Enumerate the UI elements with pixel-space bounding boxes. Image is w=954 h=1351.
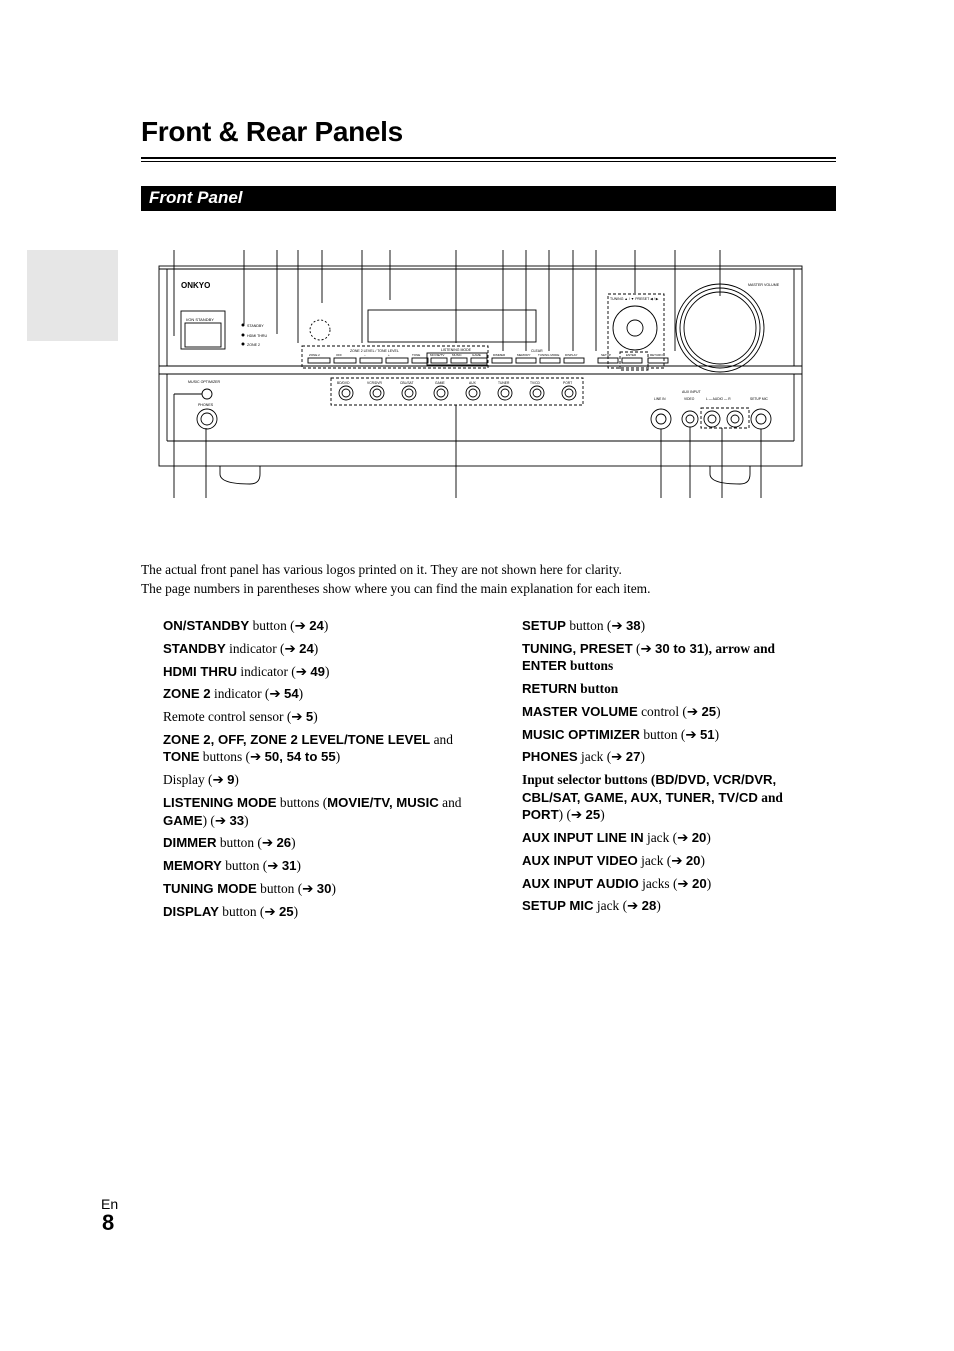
list-item: ON/STANDBY button (➔ 24) (163, 618, 329, 633)
panel-clear-label: CLEAR (531, 349, 543, 353)
panel-onstandby-label: I/ON STANDBY (186, 317, 214, 322)
panel-lm-header: LISTENING MODE (441, 348, 471, 352)
panel-btn-memory: MEMORY (517, 353, 531, 357)
panel-line-in-label: LINE IN (654, 397, 666, 401)
panel-input-port: PORT (563, 381, 573, 385)
panel-zone-btn-tone: TONE (412, 353, 421, 357)
list-item: SETUP button (➔ 38) (522, 618, 646, 633)
panel-zone-btn-zone2: ZONE 2 (309, 353, 320, 357)
panel-input-bd-dvd: BD/DVD (337, 381, 350, 385)
page-number: 8 (102, 1210, 115, 1235)
list-item: AUX INPUT VIDEO jack (➔ 20) (522, 852, 705, 868)
list-item: Input selector buttons (BD/DVD, VCR/DVR, CBL/SAT, GAME, AUX, TUNER, TV/CD and PORT) (➔ 25) (522, 772, 783, 823)
language-label: En (101, 1196, 119, 1212)
list-item: DISPLAY button (➔ 25) (163, 903, 299, 919)
panel-zone-btn-off: OFF (336, 353, 342, 357)
list-item: AUX INPUT LINE IN jack (➔ 20) (522, 830, 711, 846)
list-item: DIMMER button (➔ 26) (163, 835, 296, 851)
list-item: Display (➔ 9) (163, 772, 239, 788)
panel-lm-movie: MOVIE/TV (430, 353, 445, 357)
front-panel-diagram (150, 248, 810, 500)
panel-input-vcr-dvr: VCR/DVR (367, 381, 382, 385)
list-item: MUSIC OPTIMIZER button (➔ 51) (522, 726, 720, 742)
list-item: RETURN button (522, 681, 619, 697)
note-line: The actual front panel has various logos printed on it. They are not shown here for clarity. (141, 562, 622, 577)
panel-brand: ONKYO (181, 281, 211, 290)
panel-lm-music: MUSIC (452, 353, 462, 357)
panel-input-aux: AUX (469, 381, 476, 385)
list-item: MEMORY button (➔ 31) (163, 858, 301, 874)
list-item: AUX INPUT AUDIO jacks (➔ 20) (522, 875, 712, 891)
page-title: Front & Rear Panels (141, 116, 403, 147)
list-item: TUNING MODE button (➔ 30) (163, 880, 336, 896)
panel-btn-dimmer: DIMMER (493, 353, 506, 357)
panel-tuning-label: TUNING ▲ / ▼ PRESET ◀ / ▶ (610, 297, 659, 301)
panel-indicator-standby: STANDBY (247, 324, 264, 328)
panel-video-label: VIDEO (684, 397, 695, 401)
list-item: HDMI THRU indicator (➔ 49) (163, 663, 330, 679)
panel-input-cbl-sat: CBL/SAT (400, 381, 414, 385)
note-line: The page numbers in parentheses show where you can find the main explanation for each item. (141, 581, 651, 596)
panel-input-tv-cd: TV/CD (530, 381, 540, 385)
panel-master-volume-label: MASTER VOLUME (748, 283, 780, 287)
panel-btn-enter: ENTER (626, 353, 637, 357)
items-left (163, 617, 483, 926)
panel-btn-setup: SETUP (601, 353, 612, 357)
list-item: ZONE 2 indicator (➔ 54) (163, 686, 304, 702)
list-item: STANDBY indicator (➔ 24) (163, 640, 319, 656)
side-tab-marker (27, 250, 118, 341)
title-rule-thin (141, 161, 836, 162)
panel-aux-input-label: AUX INPUT (682, 390, 701, 394)
panel-indicator-hdmi: HDMI THRU (247, 334, 268, 338)
panel-zone-btn-minus: – (364, 353, 366, 357)
section-heading: Front Panel (141, 186, 836, 211)
list-item: TUNING, PRESET (➔ 30 to 31), arrow and ENTER buttons (522, 640, 775, 674)
panel-audio-label: L — AUDIO — R (706, 397, 731, 401)
list-item: LISTENING MODE buttons (MOVIE/TV, MUSIC and GAME) (➔ 33) (163, 795, 462, 828)
panel-music-optimizer-label: MUSIC OPTIMIZER (188, 380, 221, 384)
list-item: Remote control sensor (➔ 5) (163, 709, 318, 725)
panel-btn-tuning-mode: TUNING MODE (538, 353, 560, 357)
panel-phones-label: PHONES (198, 403, 214, 407)
title-rule (141, 157, 836, 159)
panel-lm-game: GAME (472, 353, 481, 357)
list-item: PHONES jack (➔ 27) (522, 749, 645, 765)
panel-indicator-zone2: ZONE 2 (247, 343, 260, 347)
notes (141, 560, 650, 598)
panel-input-tuner: TUNER (498, 381, 510, 385)
panel-zone-btn-plus: + (388, 353, 390, 357)
list-item: MASTER VOLUME control (➔ 25) (522, 703, 721, 719)
panel-input-game: GAME (435, 381, 445, 385)
panel-btn-display: DISPLAY (565, 353, 578, 357)
panel-btn-return: RETURN (650, 353, 663, 357)
list-item: ZONE 2, OFF, ZONE 2 LEVEL/TONE LEVEL and TONE buttons (➔ 50, 54 to 55) (163, 731, 453, 765)
panel-setup-mic-label: SETUP MIC (750, 397, 768, 401)
list-item: SETUP MIC jack (➔ 28) (522, 898, 661, 914)
panel-zone-header: ZONE 2 LEVEL / TONE LEVEL (350, 349, 399, 353)
items-right (522, 617, 822, 920)
